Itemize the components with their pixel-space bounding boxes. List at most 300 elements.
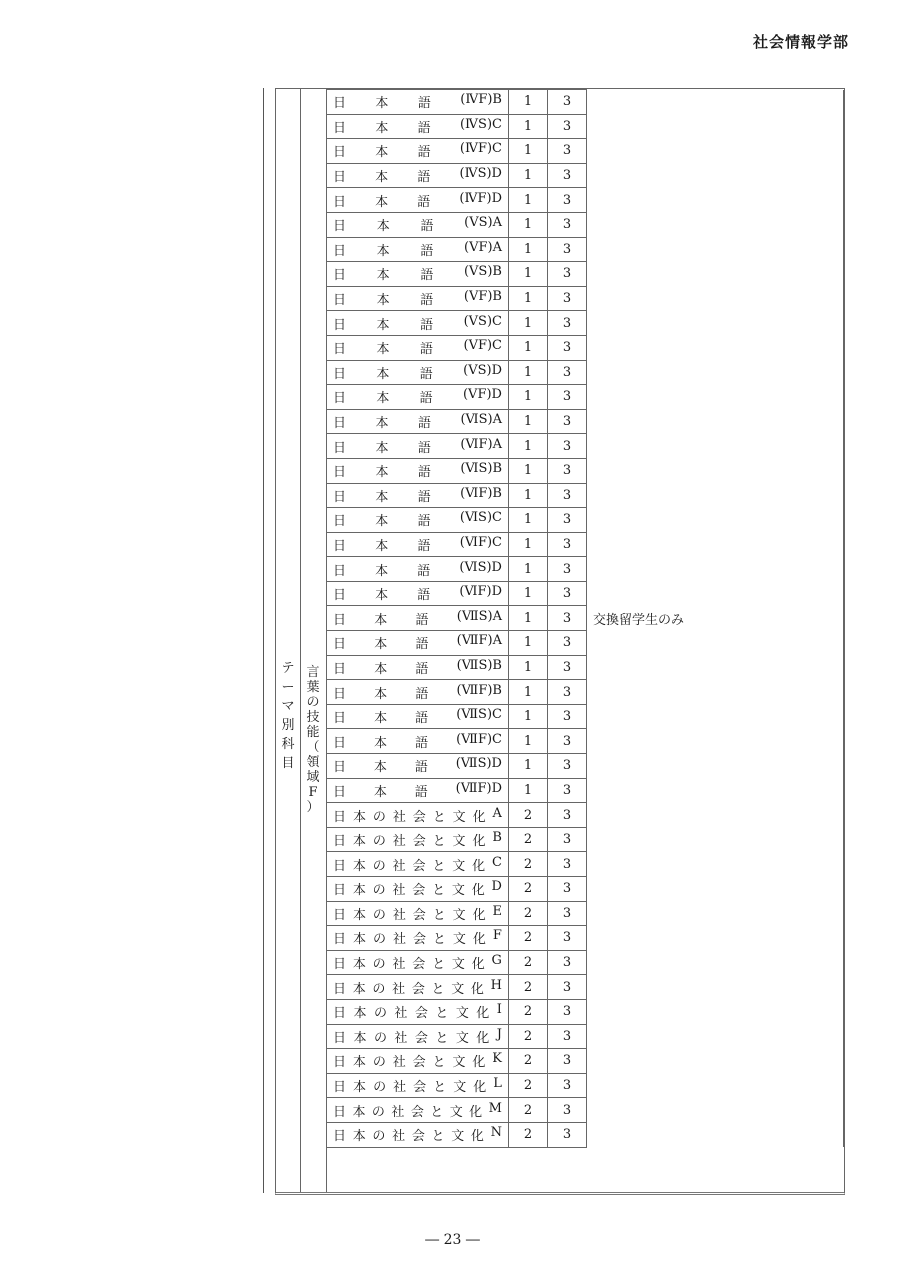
course-name <box>327 950 509 975</box>
course-year: 3 <box>548 163 587 188</box>
course-name-part: 語 <box>419 391 433 407</box>
course-name-part: (ⅦF)D <box>455 780 502 796</box>
course-name <box>327 557 509 582</box>
course-name <box>327 262 509 287</box>
course-credits: 1 <box>509 360 548 385</box>
course-name-part: 会 <box>411 981 425 997</box>
course-name-part: D <box>491 879 502 895</box>
course-name-part: 語 <box>417 440 431 456</box>
course-name-part: G <box>491 953 502 969</box>
course-year: 3 <box>548 704 587 729</box>
course-name-part: 文 <box>451 883 465 899</box>
course-name-part: (ⅥF)A <box>460 436 502 452</box>
course-name-part: 本 <box>374 661 388 677</box>
course-name-part: 本 <box>374 686 388 702</box>
course-name-part: 本 <box>352 1055 366 1071</box>
course-name-part: 会 <box>414 1030 428 1046</box>
course-year: 3 <box>548 286 587 311</box>
course-name-part: 語 <box>420 268 434 284</box>
course-name-part: (ⅥF)B <box>460 485 502 501</box>
course-name-part: 会 <box>412 932 426 948</box>
course-name-part: 本 <box>375 120 389 136</box>
course-name <box>327 90 509 115</box>
course-name-part: 社 <box>392 932 406 948</box>
course-year: 3 <box>548 901 587 926</box>
course-name-part: (ⅥS)D <box>459 559 502 575</box>
course-name-part: の <box>373 1080 387 1096</box>
course-name-part: と <box>431 981 445 997</box>
course-credits: 1 <box>509 754 548 779</box>
course-name-part: 日 <box>333 293 347 309</box>
course-credits: 2 <box>509 1024 548 1049</box>
course-name-part: 本 <box>353 1030 367 1046</box>
course-name-part: 会 <box>414 1006 428 1022</box>
course-name <box>327 827 509 852</box>
course-name-part: と <box>433 1080 447 1096</box>
course-name-part: 語 <box>420 219 434 235</box>
course-credits: 1 <box>509 286 548 311</box>
course-name <box>327 385 509 410</box>
course-name-part: と <box>430 1104 444 1120</box>
course-credits: 1 <box>509 90 548 115</box>
course-name-part: 日 <box>333 784 347 800</box>
course-name-part: 本 <box>352 883 366 899</box>
course-name-part: 本 <box>353 1080 367 1096</box>
course-name-part: 会 <box>412 907 426 923</box>
course-name-part: 本 <box>375 416 389 432</box>
course-name-part: と <box>432 932 446 948</box>
course-name-part: 会 <box>411 1129 425 1145</box>
course-name-part: 語 <box>417 465 431 481</box>
course-name-part: 本 <box>374 637 388 653</box>
course-name-part: N <box>490 1125 502 1141</box>
course-name-part: と <box>431 1129 445 1145</box>
course-name-part: 日 <box>333 563 347 579</box>
course-credits: 1 <box>509 680 548 705</box>
course-name-part: 本 <box>376 391 390 407</box>
course-name-part: 語 <box>420 243 434 259</box>
course-name <box>327 434 509 459</box>
category-sub-label: 言 葉 の 技 能 （ 領 域 F ） <box>306 665 320 815</box>
course-name-part: 化 <box>472 834 486 850</box>
course-name-part: 社 <box>393 1080 407 1096</box>
course-credits: 1 <box>509 385 548 410</box>
course-name-part: 日 <box>333 1030 347 1046</box>
course-name-part: 本 <box>376 366 390 382</box>
course-name <box>327 114 509 139</box>
course-name-part: 日 <box>333 120 347 136</box>
course-name-part: 社 <box>392 858 406 874</box>
course-name-part: 日 <box>333 735 347 751</box>
course-credits: 1 <box>509 704 548 729</box>
course-name <box>327 1073 509 1098</box>
course-credits: 1 <box>509 581 548 606</box>
course-credits: 2 <box>509 877 548 902</box>
course-year: 3 <box>548 827 587 852</box>
course-name-part: 語 <box>415 661 429 677</box>
course-year: 3 <box>548 975 587 1000</box>
course-name-part: 会 <box>410 1104 424 1120</box>
course-name <box>327 877 509 902</box>
course-name-part: の <box>372 907 386 923</box>
course-name-part: 日 <box>333 170 347 186</box>
course-name-part: 化 <box>472 907 486 923</box>
course-name-part: 日 <box>333 391 347 407</box>
course-name <box>327 139 509 164</box>
course-year: 3 <box>548 950 587 975</box>
course-name-part: 社 <box>392 1055 406 1071</box>
course-name-part: 本 <box>374 612 388 628</box>
course-year: 3 <box>548 1049 587 1074</box>
course-name-part: 日 <box>333 661 347 677</box>
course-name-part: 化 <box>476 1030 490 1046</box>
course-credits: 1 <box>509 139 548 164</box>
course-name-part: 本 <box>376 243 390 259</box>
course-name-part: (ⅦS)C <box>456 707 502 723</box>
course-name-part: 日 <box>333 538 347 554</box>
course-name-part: 本 <box>373 784 387 800</box>
course-name-part: 本 <box>375 194 389 210</box>
course-credits: 1 <box>509 409 548 434</box>
course-name-part: と <box>432 809 446 825</box>
course-name-part: 化 <box>472 932 486 948</box>
course-name-part: 日 <box>333 489 347 505</box>
course-name-part: の <box>372 1055 386 1071</box>
course-credits: 1 <box>509 114 548 139</box>
course-name-part: の <box>372 883 386 899</box>
course-credits: 1 <box>509 311 548 336</box>
table-row <box>327 90 844 115</box>
course-name-part: 本 <box>352 957 366 973</box>
course-year: 3 <box>548 680 587 705</box>
course-year: 3 <box>548 1122 587 1147</box>
course-name-part: 本 <box>375 96 389 112</box>
course-name-part: 語 <box>417 514 431 530</box>
course-credits: 1 <box>509 458 548 483</box>
course-name-part: 日 <box>333 219 347 235</box>
course-name-part: 会 <box>412 957 426 973</box>
course-name-part: (ⅦS)B <box>456 657 502 673</box>
course-name-part: (ⅣF)C <box>459 141 502 157</box>
course-name <box>327 286 509 311</box>
course-credits: 1 <box>509 237 548 262</box>
course-name <box>327 803 509 828</box>
course-name-part: と <box>432 957 446 973</box>
course-name <box>327 926 509 951</box>
course-name-part: (ⅤS)B <box>463 264 502 280</box>
course-name-part: 文 <box>455 1006 469 1022</box>
course-name-part: 本 <box>352 834 366 850</box>
course-credits: 1 <box>509 532 548 557</box>
course-year: 3 <box>548 803 587 828</box>
course-credits: 1 <box>509 163 548 188</box>
course-name-part: 本 <box>375 465 389 481</box>
course-name-part: (ⅦS)A <box>456 608 502 624</box>
course-year: 3 <box>548 90 587 115</box>
course-name-part: と <box>432 1055 446 1071</box>
course-name-part: 語 <box>417 170 431 186</box>
course-credits: 2 <box>509 901 548 926</box>
course-name-part: (ⅦF)B <box>456 682 502 698</box>
course-name-part: 日 <box>333 588 347 604</box>
course-name-part: (ⅦF)A <box>456 633 502 649</box>
course-year: 3 <box>548 1073 587 1098</box>
course-name-part: 日 <box>333 1129 347 1145</box>
course-name-part: 本 <box>375 588 389 604</box>
course-name-part: 語 <box>414 760 428 776</box>
course-name-part: 会 <box>412 858 426 874</box>
course-name-part: 日 <box>333 760 347 776</box>
course-year: 3 <box>548 311 587 336</box>
course-name-part: 本 <box>375 440 389 456</box>
course-name-part: 語 <box>414 784 428 800</box>
course-name-part: と <box>432 883 446 899</box>
course-name-part: 社 <box>394 1030 408 1046</box>
course-credits: 2 <box>509 999 548 1024</box>
course-year: 3 <box>548 508 587 533</box>
course-name <box>327 581 509 606</box>
course-name-part: (ⅣS)D <box>459 166 502 182</box>
course-name-part: 化 <box>473 1080 487 1096</box>
course-name-part: 日 <box>333 194 347 210</box>
course-credits: 1 <box>509 483 548 508</box>
course-name <box>327 655 509 680</box>
course-name-part: 化 <box>470 1129 484 1145</box>
course-name-part: M <box>488 1100 502 1116</box>
course-name-part: C <box>492 854 502 870</box>
course-name-part: K <box>492 1051 502 1067</box>
course-name-part: 語 <box>417 96 431 112</box>
course-name <box>327 704 509 729</box>
course-name-part: の <box>372 981 386 997</box>
course-name-part: (ⅥF)D <box>459 584 502 600</box>
course-name-part: (ⅤF)D <box>462 387 502 403</box>
course-name-part: F <box>492 928 502 944</box>
course-name-part: (ⅦS)D <box>455 756 502 772</box>
course-credits: 2 <box>509 1049 548 1074</box>
course-name-part: 本 <box>376 268 390 284</box>
course-name-part: (ⅥS)B <box>460 461 502 477</box>
course-name-part: 本 <box>352 981 366 997</box>
course-name-part: H <box>490 977 502 993</box>
course-name-part: 語 <box>415 612 429 628</box>
course-name-part: 語 <box>415 686 429 702</box>
course-name-part: 本 <box>353 1006 367 1022</box>
course-credits: 2 <box>509 950 548 975</box>
course-name-part: 日 <box>333 1080 347 1096</box>
course-name-part: 日 <box>333 686 347 702</box>
course-year: 3 <box>548 631 587 656</box>
course-name-part: 本 <box>352 858 366 874</box>
course-credits: 1 <box>509 557 548 582</box>
course-name-part: と <box>432 858 446 874</box>
course-year: 3 <box>548 188 587 213</box>
course-credits: 1 <box>509 729 548 754</box>
course-name-part: 化 <box>469 1104 483 1120</box>
course-credits: 1 <box>509 606 548 631</box>
course-credits: 2 <box>509 803 548 828</box>
course-year: 3 <box>548 1024 587 1049</box>
course-name-part: (ⅤF)A <box>464 239 502 255</box>
course-name-part: 日 <box>333 907 347 923</box>
course-name-part: の <box>372 1129 386 1145</box>
course-credits: 1 <box>509 655 548 680</box>
course-name-part: 化 <box>472 809 486 825</box>
course-year: 3 <box>548 458 587 483</box>
course-name <box>327 1049 509 1074</box>
course-name-part: 日 <box>333 957 347 973</box>
course-name <box>327 458 509 483</box>
course-name-part: 日 <box>333 1055 347 1071</box>
course-name-part: 会 <box>412 883 426 899</box>
category-main-label: テ ー マ 別 科 目 <box>281 661 295 771</box>
course-name-part: 化 <box>472 858 486 874</box>
course-name-part: と <box>432 834 446 850</box>
course-year: 3 <box>548 754 587 779</box>
course-name-part: 文 <box>455 1030 469 1046</box>
course-name-part: (ⅤS)D <box>463 362 502 378</box>
course-name <box>327 360 509 385</box>
course-name-part: L <box>493 1076 502 1092</box>
course-name-part: 社 <box>391 1104 405 1120</box>
page-number: ― 23 ― <box>425 1232 480 1248</box>
course-name-part: 本 <box>374 711 388 727</box>
course-name-part: 会 <box>412 834 426 850</box>
course-name <box>327 1024 509 1049</box>
course-credits: 1 <box>509 778 548 803</box>
course-year: 3 <box>548 237 587 262</box>
course-name-part: 日 <box>333 514 347 530</box>
course-name-part: 本 <box>375 145 389 161</box>
course-name-part: 日 <box>333 883 347 899</box>
course-name-part: 化 <box>471 957 485 973</box>
course-year: 3 <box>548 409 587 434</box>
course-name-part: の <box>372 809 386 825</box>
course-name-part: 文 <box>452 858 466 874</box>
course-name-part: の <box>373 1030 387 1046</box>
course-name <box>327 311 509 336</box>
course-name-part: 本 <box>352 907 366 923</box>
course-name <box>327 1122 509 1147</box>
course-name-part: 文 <box>452 932 466 948</box>
course-year: 3 <box>548 335 587 360</box>
course-rows <box>327 90 844 1148</box>
course-year: 3 <box>548 483 587 508</box>
course-year: 3 <box>548 532 587 557</box>
course-name-part: 語 <box>415 637 429 653</box>
course-name <box>327 212 509 237</box>
course-year: 3 <box>548 1098 587 1123</box>
course-name-part: 会 <box>413 1080 427 1096</box>
course-name-part: 本 <box>375 563 389 579</box>
course-name-part: (ⅤF)C <box>463 338 502 354</box>
course-name <box>327 631 509 656</box>
course-year: 3 <box>548 877 587 902</box>
course-name-part: 化 <box>472 1055 486 1071</box>
course-name-part: 本 <box>373 760 387 776</box>
course-name-part: 語 <box>417 563 431 579</box>
course-year: 3 <box>548 557 587 582</box>
course-note: 交換留学生のみ <box>587 90 844 1148</box>
course-name <box>327 852 509 877</box>
course-name-part: (ⅦF)C <box>456 731 502 747</box>
course-name-part: (ⅥF)C <box>459 534 502 550</box>
course-name-part: 文 <box>452 1055 466 1071</box>
course-name-part: 本 <box>376 342 390 358</box>
course-name-part: (ⅥS)C <box>459 510 502 526</box>
course-name-part: 社 <box>392 883 406 899</box>
course-name-part: 日 <box>333 612 347 628</box>
course-name-part: と <box>435 1030 449 1046</box>
course-year: 3 <box>548 262 587 287</box>
course-name-part: 日 <box>333 711 347 727</box>
course-name-part: 会 <box>412 809 426 825</box>
course-name-part: 語 <box>420 317 434 333</box>
course-table <box>275 88 845 1195</box>
course-name <box>327 754 509 779</box>
course-name <box>327 532 509 557</box>
course-name-part: 文 <box>451 1129 465 1145</box>
course-name-part: 本 <box>376 317 390 333</box>
course-name-part: A <box>492 805 502 821</box>
course-name <box>327 901 509 926</box>
course-name-part: (ⅣS)C <box>459 116 502 132</box>
course-name-part: 日 <box>333 637 347 653</box>
category-column <box>276 89 301 1192</box>
course-name-part: 日 <box>333 243 347 259</box>
margin-rule <box>263 88 264 1193</box>
course-name <box>327 335 509 360</box>
course-name <box>327 778 509 803</box>
course-name-part: 語 <box>420 293 434 309</box>
course-name-part: 日 <box>333 317 347 333</box>
course-name-part: (ⅣF)B <box>460 92 502 108</box>
course-name-part: 本 <box>352 932 366 948</box>
course-name-part: と <box>432 907 446 923</box>
course-name-part: 日 <box>333 932 347 948</box>
course-name-part: J <box>496 1026 502 1042</box>
course-name-part: (ⅤS)C <box>463 313 502 329</box>
course-name-part: 日 <box>333 981 347 997</box>
course-name-part: (ⅤS)A <box>464 215 502 231</box>
course-credits: 1 <box>509 335 548 360</box>
course-name-part: の <box>372 957 386 973</box>
course-name <box>327 680 509 705</box>
course-name <box>327 729 509 754</box>
course-year: 3 <box>548 729 587 754</box>
course-name-part: E <box>492 903 502 919</box>
course-name-part: 語 <box>417 145 431 161</box>
course-name-part: I <box>496 1002 502 1018</box>
course-credits: 2 <box>509 1073 548 1098</box>
course-name-part: (ⅣF)D <box>459 190 502 206</box>
course-credits: 2 <box>509 852 548 877</box>
course-name-part: 語 <box>417 588 431 604</box>
course-name-part: 語 <box>417 538 431 554</box>
course-name-part: 語 <box>420 342 434 358</box>
course-name-part: 日 <box>333 834 347 850</box>
course-name-part: 本 <box>352 809 366 825</box>
course-name-part: 社 <box>394 1006 408 1022</box>
course-name-part: 本 <box>376 219 390 235</box>
course-credits: 1 <box>509 508 548 533</box>
course-credits: 1 <box>509 262 548 287</box>
course-name-part: 化 <box>476 1006 490 1022</box>
course-name-part: 本 <box>375 170 389 186</box>
course-year: 3 <box>548 139 587 164</box>
course-name-part: 本 <box>375 538 389 554</box>
course-year: 3 <box>548 655 587 680</box>
